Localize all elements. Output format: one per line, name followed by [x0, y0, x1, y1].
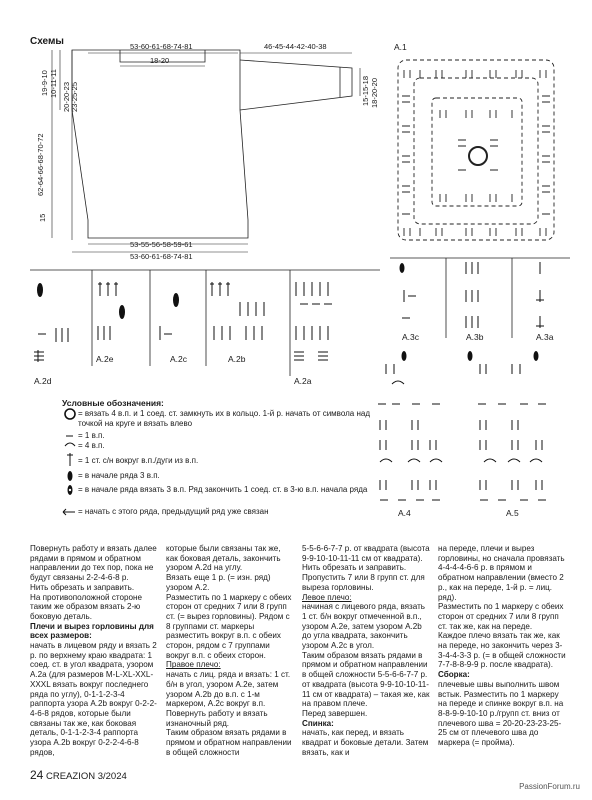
legend-item-ring: = вязать 4 в.п. и 1 соед. ст. замкнуть их в кольцо. 1-й р. начать от символа над точкой на круге и вязать влево — [78, 409, 370, 428]
text-column-2: которые были связаны так же, как боковая деталь, закончить узором A.2d на углу. Вязать еще 1 р. (= изн. ряд) узором A.2. Разместить по 1 маркеру с обеих сторон от средних 7 или 8 групп ст. (= вырез горловины). Рядом с 8 группами ст. маркеры разместить вокруг в.п. с обеих сторон, рядом с 7 группами вокруг в.п. с обеих сторон. Правое плечо: начать с лиц. ряда и вязать: 1 ст. б/н в угол, узором A.2e, затем узором A.2b до в.п. с 1-м маркером, A.2c вокруг в.п. Повернуть работу и вязать изнаночный ряд. Таким образом вязать рядами в прямом и обратном направлении в общей сложности — [166, 544, 292, 757]
dim-bottom-1: 53-55-56-58-59-61 — [130, 240, 193, 249]
dim-left-2: 10-11-11 — [49, 69, 58, 98]
dim-left-long: 62-64-66-68-70-72 — [36, 133, 45, 196]
dim-left-1: 19-9-10 — [40, 70, 49, 96]
dim-left-4: 23-25-25 — [70, 81, 79, 112]
text-column-1: Повернуть работу и вязать далее рядами в прямом и обратном направлении до тех пор, пока не будут связаны 2-2-4-6-8 р. Нить обрезать и заправить. На противоположной стороне таким же образом вязать 2-ю боковую деталь. Плечи и вырез горловины для всех размеров: начать в лицевом ряду и вязать 2 р. по верхнему краю квадрата: 1 соед. ст. в угол квадрата, узором A.2a (для размеров M-L-XL-XXL-XXXL вязать вокруг последнего ряда по углу), 0-1-1-2-3-4 раппорта узора A.2b вокруг 0-2-2-4-6-8 рядов, которые были связаны так же, как боковая деталь, 0-1-1-2-3-4 раппорта узора A.2b вокруг 0-2-2-4-6-8 рядов, — [30, 544, 157, 757]
legend-item-chain: = 1 в.п. — [78, 431, 105, 440]
sleeve-outline — [240, 60, 352, 110]
dim-right-2: 18-20-20 — [370, 77, 379, 108]
schema-title: Схемы — [30, 36, 64, 47]
text-column-3: 5-5-6-6-7-7 р. от квадрата (высота 9-9-10-10-11-11 см от квадрата). Нить обрезать и заправить. Пропустить 7 или 8 групп ст. для выреза горловины. Левое плечо: начиная с лицевого ряда, вязать 1 ст. б/н вокруг отмеченной в.п., узором A.2e, затем узором A.2b до угла квадрата, закончить узором A.2c в угол. Таким образом вязать рядами в прямом и обратном направлении в общей сложности 5-5-6-6-7-7 р. от квадрата (высота 9-9-10-10-11-11 см от квадрата) – такая же, как на правом плече. Перед завершен. Спинка: начать, как перед, и вязать квадрат и боковые детали. Затем вязать, как и — [302, 544, 430, 757]
dim-top-width: 53-60-61-68-74-81 — [130, 42, 193, 51]
dim-left-3: 20-20-23 — [62, 81, 71, 112]
chart-label-a4: A.4 — [398, 508, 411, 518]
legend-item-start-mark: = в начале ряда вязать 3 в.п. Ряд закончить 1 соед. ст. в 3-ю в.п. начала ряда — [78, 485, 368, 494]
text-column-4: на переде, плечи и вырез горловины, но сначала провязать 4-4-4-4-6-6 р. в прямом и обратном направлении (вместо 2 р., как на переде, 1-й р. = лиц. ряд). Разместить по 1 маркеру с обеих сторон от средних 7 или 8 групп ст. так же, как на переде. Каждое плечо вязать так же, как на переде, но закончить через 3-3-4-4-3-3 р. (= в общей сложности 7-7-8-8-9-9 р. после квадрата). Сборка: плечевые швы выполнить швом встык. Разместить по 1 маркеру на переде и спинке вокруг в.п. на 8-8-9-9-10-10 р./групп ст. вниз от плечевого шва = 20-20-23-23-25-25 см от плечевого шва до маркера (= пройма). — [438, 544, 566, 748]
chart-label-a3a: A.3a — [536, 332, 554, 342]
legend-item-arrow: = начать с этого ряда, предыдущий ряд уже связан — [78, 507, 269, 516]
garment-body-outline — [72, 50, 248, 238]
chart-a2-stitches — [34, 282, 332, 362]
chart-label-a2c: A.2c — [170, 354, 188, 364]
chart-a2-symbols — [37, 263, 539, 361]
chart-a4-a5-stitches — [378, 364, 546, 500]
chart-label-a2a: A.2a — [294, 376, 312, 386]
chart-label-a2b: A.2b — [228, 354, 246, 364]
chart-label-a2d: A.2d — [34, 376, 52, 386]
legend-item-arc: = 4 в.п. — [78, 441, 105, 450]
chart-label-a3b: A.3b — [466, 332, 484, 342]
dim-right-1: 15-15-18 — [361, 75, 370, 106]
legend-item-oval: = в начале ряда 3 в.п. — [78, 471, 160, 480]
dim-neck: 18-20 — [150, 56, 170, 65]
magazine-name: CREAZION 3/2024 — [46, 771, 127, 782]
chart-a1-stitches — [402, 70, 550, 236]
chart-a3-stitches — [402, 262, 544, 328]
dim-left-15: 15 — [38, 213, 47, 222]
chart-label-a2e: A.2e — [96, 354, 114, 364]
page-footer — [30, 768, 127, 782]
dim-bottom-2: 53-60-61-68-74-81 — [130, 252, 193, 261]
legend-title: Условные обозначения: — [62, 398, 164, 408]
legend-item-tall-stitch: = 1 ст. с/н вокруг в.п./дуги из в.п. — [78, 456, 199, 465]
page-number: 24 — [30, 768, 44, 782]
chart-label-a1: A.1 — [394, 42, 407, 52]
watermark: PassionForum.ru — [519, 782, 580, 791]
chart-label-a3c: A.3c — [402, 332, 420, 342]
chart-label-a5: A.5 — [506, 508, 519, 518]
dim-sleeve-length: 46-45-44-42-40-38 — [264, 42, 327, 51]
chart-a1-grid — [398, 60, 554, 240]
